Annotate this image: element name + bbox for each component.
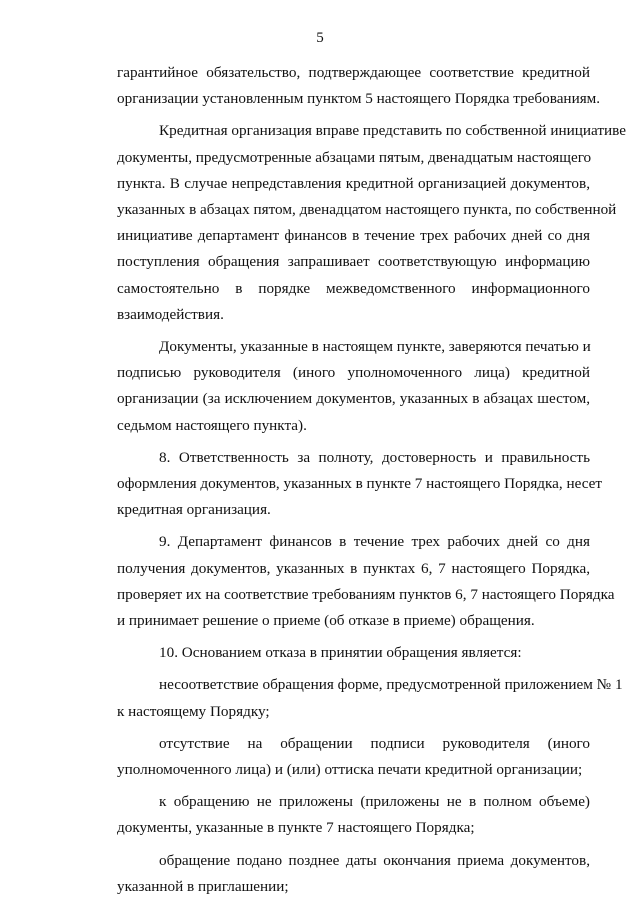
text-line: Документы, указанные в настоящем пункте, заверяются печатью и [159, 338, 591, 356]
text-line: к настоящему Порядку; [117, 702, 270, 720]
text-line: указанной в приглашении; [117, 877, 289, 895]
paragraph [117, 529, 615, 634]
text-line: проверяет их на соответствие требованиям пунктов 6, 7 настоящего Порядка [117, 585, 615, 603]
text-line: самостоятельно в порядке межведомственного информационного [117, 279, 590, 297]
page-number: 5 [316, 30, 324, 46]
text-line: пункта. В случае непредставления кредитной организацией документов, [117, 174, 590, 192]
paragraph [117, 731, 590, 783]
text-line: несоответствие обращения форме, предусмотренной приложением № 1 [159, 676, 623, 694]
text-line: инициативе департамент финансов в течение трех рабочих дней со дня [117, 227, 590, 245]
text-line: документы, указанные в пункте 7 настоящего Порядка; [117, 819, 475, 837]
paragraph [117, 334, 590, 439]
text-line: оформления документов, указанных в пункте 7 настоящего Порядка, несет [117, 475, 603, 493]
paragraph [117, 60, 601, 112]
text-line: 10. Основанием отказа в принятии обращения является: [159, 644, 522, 662]
text-line: и принимает решение о приеме (об отказе в приеме) обращения. [117, 612, 535, 630]
paragraph [117, 672, 623, 724]
text-line: поступления обращения запрашивает соответствующую информацию [117, 253, 590, 271]
text-line: к обращению не приложены (приложены не в полном объеме) [159, 793, 590, 811]
paragraph [117, 848, 590, 900]
text-line: уполномоченного лица) и (или) оттиска печати кредитной организации; [117, 761, 583, 779]
text-line: 8. Ответственность за полноту, достоверность и правильность [159, 448, 590, 466]
text-line: получения документов, указанных в пунктах 6, 7 настоящего Порядка, [117, 559, 590, 577]
text-line: Кредитная организация вправе представить по собственной инициативе [159, 122, 626, 140]
text-line: обращение подано позднее даты окончания приема документов, [159, 851, 590, 869]
text-line: кредитная организация. [117, 501, 271, 519]
text-line: взаимодействия. [117, 305, 224, 323]
text-line: указанных в абзацах пятом, двенадцатом настоящего пункта, по собственной [117, 201, 617, 219]
paragraph [117, 445, 603, 524]
paragraph [117, 640, 590, 666]
text-line: подписью руководителя (иного уполномоченного лица) кредитной [117, 364, 590, 382]
text-line: 9. Департамент финансов в течение трех рабочих дней со дня [159, 533, 590, 551]
paragraph [117, 789, 590, 841]
document-body [117, 60, 626, 906]
text-line: документы, предусмотренные абзацами пятым, двенадцатым настоящего [117, 148, 592, 166]
text-line: отсутствие на обращении подписи руководителя (иного [159, 734, 590, 752]
text-line: организации установленным пунктом 5 настоящего Порядка требованиям. [117, 90, 601, 108]
text-line: седьмом настоящего пункта). [117, 416, 307, 434]
text-line: гарантийное обязательство, подтверждающее соответствие кредитной [117, 64, 590, 81]
text-line: организации (за исключением документов, указанных в абзацах шестом, [117, 390, 590, 408]
paragraph [117, 118, 626, 328]
